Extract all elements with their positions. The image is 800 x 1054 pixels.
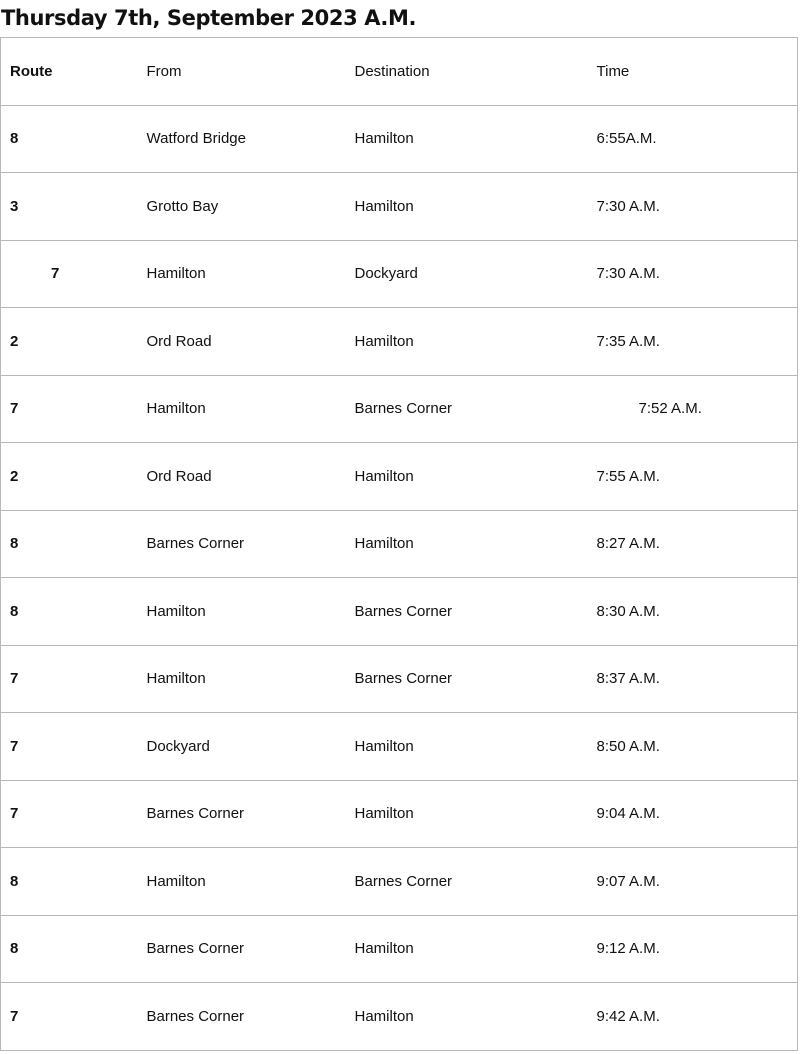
route-cell: 7 — [1, 240, 147, 308]
column-header-from: From — [147, 38, 355, 106]
time-cell: 8:27 A.M. — [597, 510, 798, 578]
table-row — [1, 780, 798, 848]
destination-cell: Hamilton — [355, 510, 597, 578]
time-cell: 7:30 A.M. — [597, 173, 798, 241]
from-cell: Ord Road — [147, 443, 355, 511]
from-cell: Hamilton — [147, 578, 355, 646]
time-cell: 6:55A.M. — [597, 105, 798, 173]
route-cell: 7 — [1, 375, 147, 443]
from-cell: Hamilton — [147, 375, 355, 443]
table-row — [1, 173, 798, 241]
table-row — [1, 713, 798, 781]
time-cell: 9:04 A.M. — [597, 780, 798, 848]
destination-cell: Hamilton — [355, 173, 597, 241]
route-cell: 8 — [1, 510, 147, 578]
destination-cell: Hamilton — [355, 780, 597, 848]
table-header-row — [1, 38, 798, 106]
table-row — [1, 645, 798, 713]
route-cell: 8 — [1, 105, 147, 173]
time-cell: 7:55 A.M. — [597, 443, 798, 511]
destination-cell: Barnes Corner — [355, 578, 597, 646]
route-cell: 8 — [1, 848, 147, 916]
table-row — [1, 240, 798, 308]
table-row — [1, 105, 798, 173]
destination-cell: Dockyard — [355, 240, 597, 308]
time-cell: 9:12 A.M. — [597, 915, 798, 983]
table-row — [1, 915, 798, 983]
from-cell: Ord Road — [147, 308, 355, 376]
time-cell: 7:52 A.M. — [597, 375, 798, 443]
destination-cell: Hamilton — [355, 915, 597, 983]
column-header-route: Route — [1, 38, 147, 106]
route-cell: 7 — [1, 983, 147, 1051]
time-cell: 8:30 A.M. — [597, 578, 798, 646]
table-row — [1, 443, 798, 511]
route-cell: 7 — [1, 645, 147, 713]
from-cell: Hamilton — [147, 240, 355, 308]
time-cell: 9:07 A.M. — [597, 848, 798, 916]
table-body — [1, 105, 798, 1050]
from-cell: Barnes Corner — [147, 510, 355, 578]
table-row — [1, 375, 798, 443]
table-row — [1, 578, 798, 646]
route-cell: 2 — [1, 308, 147, 376]
time-cell: 9:42 A.M. — [597, 983, 798, 1051]
from-cell: Barnes Corner — [147, 780, 355, 848]
time-cell: 7:30 A.M. — [597, 240, 798, 308]
bus-schedule-table — [0, 37, 798, 1051]
from-cell: Grotto Bay — [147, 173, 355, 241]
destination-cell: Hamilton — [355, 105, 597, 173]
from-cell: Hamilton — [147, 848, 355, 916]
from-cell: Barnes Corner — [147, 915, 355, 983]
route-cell: 7 — [1, 713, 147, 781]
time-cell: 8:37 A.M. — [597, 645, 798, 713]
destination-cell: Hamilton — [355, 308, 597, 376]
destination-cell: Hamilton — [355, 713, 597, 781]
column-header-time: Time — [597, 38, 798, 106]
destination-cell: Hamilton — [355, 983, 597, 1051]
route-cell: 2 — [1, 443, 147, 511]
from-cell: Hamilton — [147, 645, 355, 713]
from-cell: Watford Bridge — [147, 105, 355, 173]
route-cell: 8 — [1, 915, 147, 983]
destination-cell: Hamilton — [355, 443, 597, 511]
table-row — [1, 308, 798, 376]
from-cell: Dockyard — [147, 713, 355, 781]
time-cell: 7:35 A.M. — [597, 308, 798, 376]
route-cell: 7 — [1, 780, 147, 848]
destination-cell: Barnes Corner — [355, 645, 597, 713]
destination-cell: Barnes Corner — [355, 848, 597, 916]
column-header-destination: Destination — [355, 38, 597, 106]
from-cell: Barnes Corner — [147, 983, 355, 1051]
table-row — [1, 848, 798, 916]
table-row — [1, 510, 798, 578]
route-cell: 3 — [1, 173, 147, 241]
destination-cell: Barnes Corner — [355, 375, 597, 443]
route-cell: 8 — [1, 578, 147, 646]
time-cell: 8:50 A.M. — [597, 713, 798, 781]
table-row — [1, 983, 798, 1051]
page-title: Thursday 7th, September 2023 A.M. — [1, 6, 417, 30]
